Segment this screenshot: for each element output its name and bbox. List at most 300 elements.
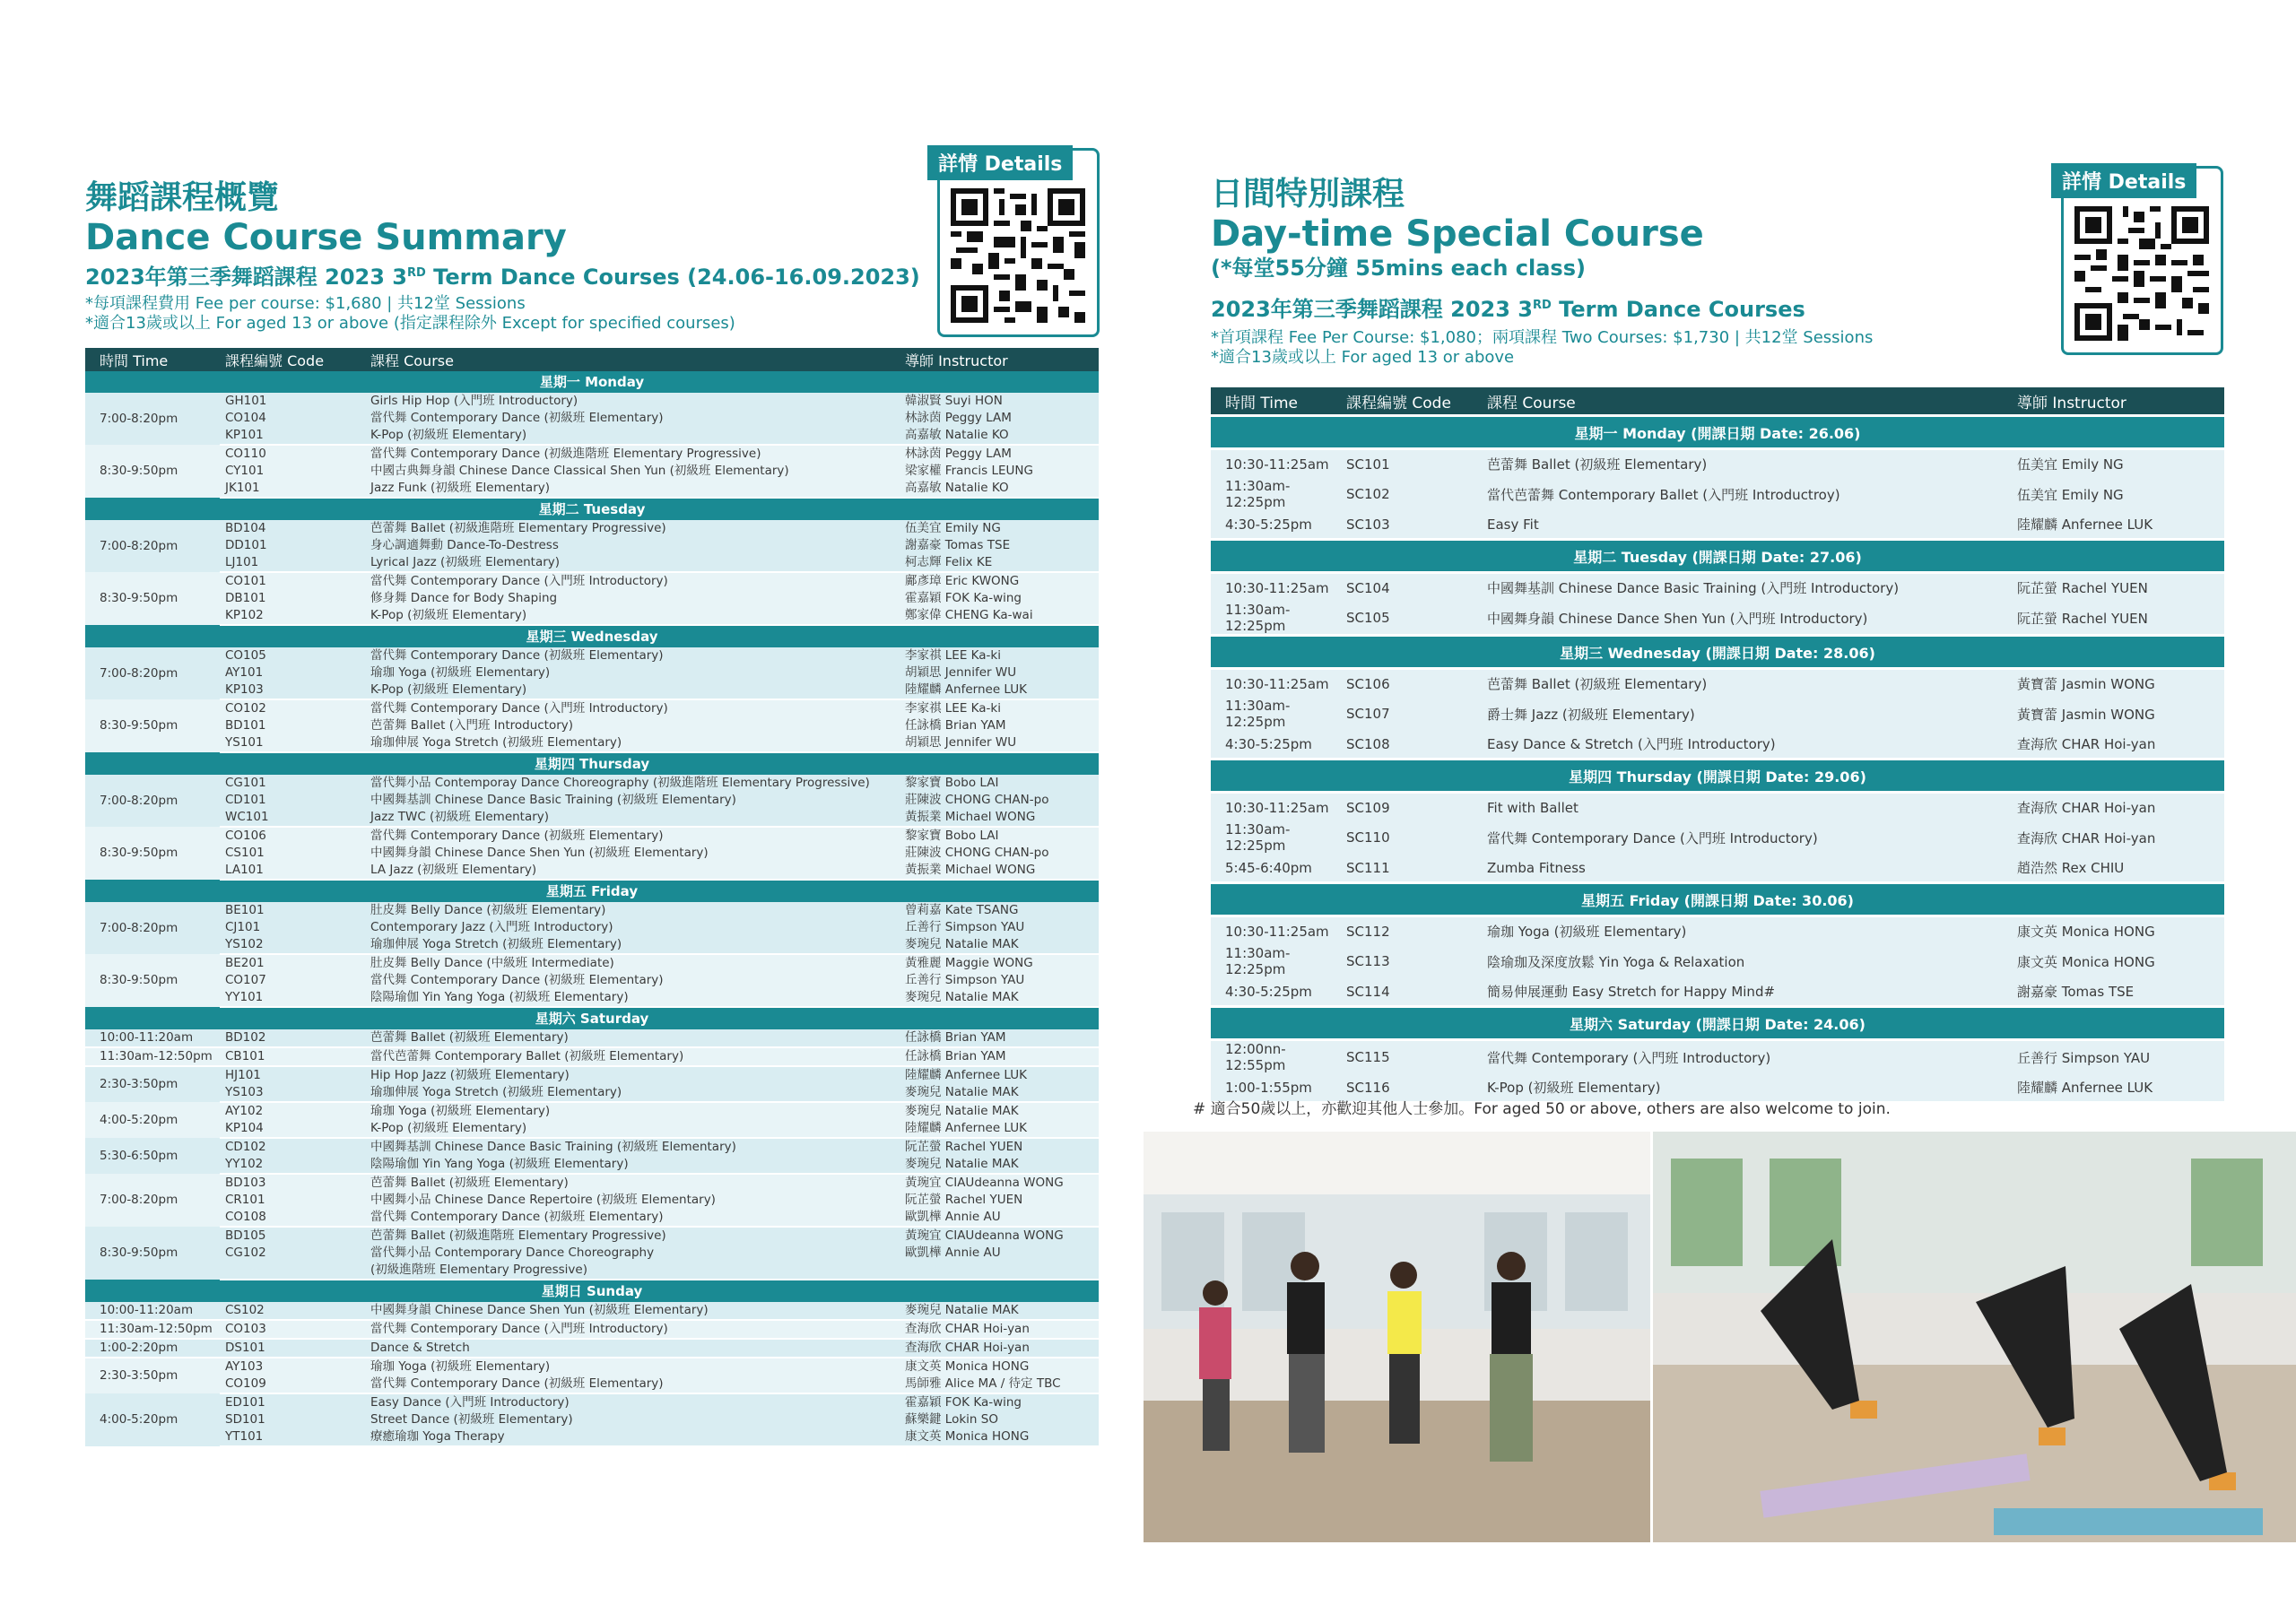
- right-subtitle: 2023年第三季舞蹈課程 2023 3RD Term Dance Courses: [1211, 297, 1805, 322]
- time-cell: 11:30am-12:25pm: [1211, 602, 1341, 636]
- course-cell: 當代舞 Contemporary Dance (初級班 Elementary): [365, 410, 900, 427]
- time-cell: 4:00-5:20pm: [85, 1393, 220, 1446]
- instructor-cell: 黃琬宜 CIAUdeanna WONG: [900, 1174, 1099, 1192]
- time-cell: 11:30am-12:50pm: [85, 1047, 220, 1066]
- time-cell: 10:30-11:25am: [1211, 449, 1341, 479]
- table-row: [1211, 1040, 2224, 1074]
- instructor-cell: 丘善行 Simpson YAU: [900, 919, 1099, 936]
- time-cell: 4:30-5:25pm: [1211, 730, 1341, 759]
- instructor-cell: 歐凱樺 Annie AU: [900, 1245, 1099, 1262]
- time-cell: 1:00-2:20pm: [85, 1339, 220, 1358]
- time-cell: 5:45-6:40pm: [1211, 854, 1341, 883]
- code-cell: BD102: [220, 1029, 365, 1047]
- table-row: [1211, 449, 2224, 479]
- instructor-cell: 黎家寶 Bobo LAI: [900, 827, 1099, 845]
- code-cell: BE201: [220, 954, 365, 972]
- table-row: [85, 809, 1099, 827]
- table-row: [85, 393, 1099, 410]
- left-table-header: [85, 348, 1099, 371]
- instructor-cell: 黃琬宜 CIAUdeanna WONG: [900, 1227, 1099, 1245]
- table-row: [1211, 854, 2224, 883]
- course-cell: K-Pop (初級班 Elementary): [1482, 1073, 2012, 1101]
- course-cell: K-Pop (初級班 Elementary): [365, 681, 900, 699]
- left-title-en: Dance Course Summary: [85, 217, 567, 258]
- code-cell: BD105: [220, 1227, 365, 1245]
- instructor-cell: 陸耀麟 Anfernee LUK: [900, 1066, 1099, 1084]
- code-cell: CD102: [220, 1138, 365, 1156]
- course-cell: 當代芭蕾舞 Contemporary Ballet (初級班 Elementary): [365, 1047, 900, 1066]
- left-day-row: [85, 1280, 1099, 1302]
- code-cell: CO110: [220, 445, 365, 463]
- left-title-cn: 舞蹈課程概覽: [85, 179, 280, 216]
- course-cell: Lyrical Jazz (初級班 Elementary): [365, 554, 900, 572]
- code-cell: WC101: [220, 809, 365, 827]
- code-cell: [220, 1262, 365, 1280]
- course-cell: 陰陽瑜伽 Yin Yang Yoga (初級班 Elementary): [365, 1156, 900, 1174]
- instructor-cell: 林詠茵 Peggy LAM: [900, 410, 1099, 427]
- time-cell: 10:30-11:25am: [1211, 916, 1341, 946]
- table-row: [85, 1227, 1099, 1245]
- left-time-group: [85, 1393, 1099, 1446]
- course-cell: K-Pop (初級班 Elementary): [365, 1120, 900, 1138]
- left-fee-note: *每項課程費用 Fee per course: $1,680 | 共12堂 Sessions: [85, 294, 526, 313]
- left-day-section: [85, 498, 1099, 520]
- right-day-label: 星期一 Monday (開課日期 Date: 26.06): [1211, 416, 2224, 449]
- time-cell: 2:30-3:50pm: [85, 1358, 220, 1393]
- time-cell: 10:30-11:25am: [1211, 573, 1341, 603]
- course-cell: 陰陽瑜伽 Yin Yang Yoga (初級班 Elementary): [365, 989, 900, 1007]
- code-cell: SC104: [1341, 573, 1482, 603]
- photo-dance-class: [1144, 1132, 1650, 1542]
- time-cell: 10:30-11:25am: [1211, 669, 1341, 699]
- table-row: [85, 480, 1099, 498]
- instructor-cell: 康文英 Monica HONG: [900, 1428, 1099, 1446]
- time-cell: 2:30-3:50pm: [85, 1066, 220, 1102]
- course-cell: Girls Hip Hop (入門班 Introductory): [365, 393, 900, 410]
- course-cell: Easy Dance (入門班 Introductory): [365, 1393, 900, 1411]
- code-cell: KP102: [220, 607, 365, 625]
- left-day-label: 星期二 Tuesday: [85, 498, 1099, 520]
- code-cell: SC114: [1341, 977, 1482, 1007]
- left-time-group: [85, 902, 1099, 954]
- left-age-note: *適合13歲或以上 For aged 13 or above (指定課程除外 Except for specified courses): [85, 314, 735, 333]
- table-row: [85, 827, 1099, 845]
- instructor-cell: 歐凱樺 Annie AU: [900, 1209, 1099, 1227]
- left-schedule-table: [85, 348, 1099, 1447]
- course-cell: Fit with Ballet: [1482, 793, 2012, 822]
- code-cell: CB101: [220, 1047, 365, 1066]
- time-cell: 11:30am-12:25pm: [1211, 945, 1341, 977]
- right-title-note: (*每堂55分鐘 55mins each class): [1211, 256, 1586, 281]
- course-cell: 當代舞 Contemporary Dance (初級班 Elementary): [365, 1376, 900, 1393]
- course-cell: 中國古典舞身韻 Chinese Dance Classical Shen Yun (初級班 Elementary): [365, 463, 900, 480]
- course-cell: Easy Fit: [1482, 510, 2012, 540]
- code-cell: SC111: [1341, 854, 1482, 883]
- right-day-row: [1211, 883, 2224, 916]
- table-row: [1211, 821, 2224, 854]
- left-day-label: 星期三 Wednesday: [85, 625, 1099, 647]
- table-row: [85, 681, 1099, 699]
- time-cell: 7:00-8:20pm: [85, 393, 220, 445]
- course-cell: Dance & Stretch: [365, 1339, 900, 1358]
- course-cell: Hip Hop Jazz (初級班 Elementary): [365, 1066, 900, 1084]
- time-cell: 7:00-8:20pm: [85, 1174, 220, 1227]
- code-cell: GH101: [220, 393, 365, 410]
- table-row: [85, 590, 1099, 607]
- code-cell: BD101: [220, 717, 365, 734]
- time-cell: 8:30-9:50pm: [85, 572, 220, 625]
- course-cell: 中國舞身韻 Chinese Dance Shen Yun (初級班 Elementary): [365, 1302, 900, 1320]
- left-day-label: 星期一 Monday: [85, 371, 1099, 393]
- instructor-cell: 麥琬兒 Natalie MAK: [900, 1302, 1099, 1320]
- code-cell: SC103: [1341, 510, 1482, 540]
- course-cell: Contemporary Jazz (入門班 Introductory): [365, 919, 900, 936]
- instructor-cell: 林詠茵 Peggy LAM: [900, 445, 1099, 463]
- table-row: [85, 1411, 1099, 1428]
- course-cell: (初級進階班 Elementary Progressive): [365, 1262, 900, 1280]
- instructor-cell: 曾莉嘉 Kate TSANG: [900, 902, 1099, 919]
- right-header-course: 課程 Course: [1482, 387, 2012, 416]
- code-cell: SC109: [1341, 793, 1482, 822]
- course-cell: 爵士舞 Jazz (初級班 Elementary): [1482, 698, 2012, 730]
- course-cell: 修身舞 Dance for Body Shaping: [365, 590, 900, 607]
- table-row: [85, 410, 1099, 427]
- code-cell: SC115: [1341, 1040, 1482, 1074]
- course-cell: 瑜珈 Yoga (初級班 Elementary): [365, 1102, 900, 1120]
- time-cell: 12:00nn-12:55pm: [1211, 1040, 1341, 1074]
- left-day-row: [85, 498, 1099, 520]
- table-row: [85, 572, 1099, 590]
- time-cell: 11:30am-12:25pm: [1211, 698, 1341, 730]
- table-row: [85, 1174, 1099, 1192]
- left-time-group: [85, 827, 1099, 880]
- left-time-group: [85, 775, 1099, 827]
- right-footnote: # 適合50歲以上，亦歡迎其他人士參加。For aged 50 or above, others are also welcome to join.: [1193, 1100, 1891, 1118]
- table-row: [85, 1029, 1099, 1047]
- time-cell: 4:00-5:20pm: [85, 1102, 220, 1138]
- time-cell: 8:30-9:50pm: [85, 827, 220, 880]
- left-time-group: [85, 699, 1099, 752]
- code-cell: SD101: [220, 1411, 365, 1428]
- time-cell: 7:00-8:20pm: [85, 647, 220, 699]
- course-cell: 芭蕾舞 Ballet (初級班 Elementary): [1482, 449, 2012, 479]
- course-cell: 芭蕾舞 Ballet (初級進階班 Elementary Progressive): [365, 520, 900, 537]
- code-cell: YS101: [220, 734, 365, 752]
- left-details-tab: 詳情 Details: [927, 145, 1073, 180]
- instructor-cell: 丘善行 Simpson YAU: [2012, 1040, 2224, 1074]
- table-row: [85, 972, 1099, 989]
- left-day-label: 星期五 Friday: [85, 880, 1099, 902]
- instructor-cell: 黃雅麗 Maggie WONG: [900, 954, 1099, 972]
- course-cell: 當代舞 Contemporary Dance (初級班 Elementary): [365, 1209, 900, 1227]
- table-row: [1211, 916, 2224, 946]
- code-cell: LJ101: [220, 554, 365, 572]
- instructor-cell: 康文英 Monica HONG: [2012, 916, 2224, 946]
- right-day-label: 星期五 Friday (開課日期 Date: 30.06): [1211, 883, 2224, 916]
- course-cell: 中國舞身韻 Chinese Dance Shen Yun (初級班 Elementary): [365, 845, 900, 862]
- code-cell: YY101: [220, 989, 365, 1007]
- code-cell: CO102: [220, 699, 365, 717]
- table-row: [85, 717, 1099, 734]
- instructor-cell: 黃振業 Michael WONG: [900, 862, 1099, 880]
- code-cell: SC108: [1341, 730, 1482, 759]
- code-cell: BD104: [220, 520, 365, 537]
- time-cell: 5:30-6:50pm: [85, 1138, 220, 1174]
- right-header-time: 時間 Time: [1211, 387, 1341, 416]
- code-cell: CO109: [220, 1376, 365, 1393]
- code-cell: KP101: [220, 427, 365, 445]
- header-instructor: 導師 Instructor: [900, 348, 1099, 371]
- course-cell: 當代舞小品 Contemporary Dance Choreography: [365, 1245, 900, 1262]
- header-course: 課程 Course: [365, 348, 900, 371]
- left-day-row: [85, 625, 1099, 647]
- instructor-cell: 黃振業 Michael WONG: [900, 809, 1099, 827]
- left-qr-box: [937, 148, 1100, 337]
- instructor-cell: 柯志輝 Felix KE: [900, 554, 1099, 572]
- instructor-cell: 任詠橋 Brian YAM: [900, 1029, 1099, 1047]
- code-cell: AY102: [220, 1102, 365, 1120]
- course-cell: 瑜珈伸展 Yoga Stretch (初級班 Elementary): [365, 1084, 900, 1102]
- code-cell: DS101: [220, 1339, 365, 1358]
- instructor-cell: 黎家寶 Bobo LAI: [900, 775, 1099, 792]
- instructor-cell: 馬師雅 Alice MA / 待定 TBC: [900, 1376, 1099, 1393]
- left-day-label: 星期六 Saturday: [85, 1007, 1099, 1029]
- table-row: [85, 1358, 1099, 1376]
- instructor-cell: 鄭家偉 CHENG Ka-wai: [900, 607, 1099, 625]
- course-cell: 肚皮舞 Belly Dance (初級班 Elementary): [365, 902, 900, 919]
- left-day-section: [85, 880, 1099, 902]
- time-cell: 4:30-5:25pm: [1211, 510, 1341, 540]
- table-row: [85, 427, 1099, 445]
- left-day-section: [85, 1007, 1099, 1029]
- table-row: [85, 1047, 1099, 1066]
- time-cell: 11:30am-12:25pm: [1211, 821, 1341, 854]
- instructor-cell: 伍美宜 Emily NG: [2012, 449, 2224, 479]
- code-cell: KP103: [220, 681, 365, 699]
- right-table-body: [1211, 416, 2224, 1102]
- left-time-group: [85, 520, 1099, 572]
- left-day-label: 星期日 Sunday: [85, 1280, 1099, 1302]
- course-cell: Zumba Fitness: [1482, 854, 2012, 883]
- time-cell: 10:30-11:25am: [1211, 793, 1341, 822]
- course-cell: 當代舞 Contemporary Dance (初級班 Elementary): [365, 827, 900, 845]
- code-cell: SC105: [1341, 602, 1482, 636]
- left-time-group: [85, 1138, 1099, 1174]
- course-cell: 當代舞 Contemporary (入門班 Introductory): [1482, 1040, 2012, 1074]
- table-row: [1211, 793, 2224, 822]
- instructor-cell: 胡穎思 Jennifer WU: [900, 734, 1099, 752]
- right-age-note: *適合13歲或以上 For aged 13 or above: [1211, 348, 1515, 367]
- code-cell: LA101: [220, 862, 365, 880]
- table-row: [85, 1192, 1099, 1209]
- course-cell: Jazz TWC (初級班 Elementary): [365, 809, 900, 827]
- code-cell: CG101: [220, 775, 365, 792]
- course-cell: 當代舞 Contemporary Dance (入門班 Introductory): [365, 1320, 900, 1339]
- course-cell: 瑜珈 Yoga (初級班 Elementary): [365, 1358, 900, 1376]
- instructor-cell: 高嘉敏 Natalie KO: [900, 427, 1099, 445]
- left-time-group: [85, 647, 1099, 699]
- instructor-cell: 莊陳波 CHONG CHAN-po: [900, 792, 1099, 809]
- instructor-cell: 康文英 Monica HONG: [2012, 945, 2224, 977]
- instructor-cell: 查海欣 CHAR Hoi-yan: [2012, 793, 2224, 822]
- course-cell: K-Pop (初級班 Elementary): [365, 427, 900, 445]
- instructor-cell: 丘善行 Simpson YAU: [900, 972, 1099, 989]
- code-cell: SC110: [1341, 821, 1482, 854]
- table-row: [85, 1302, 1099, 1320]
- code-cell: SC113: [1341, 945, 1482, 977]
- left-day-row: [85, 371, 1099, 393]
- table-row: [85, 1393, 1099, 1411]
- course-cell: 中國舞基訓 Chinese Dance Basic Training (入門班 Introductory): [1482, 573, 2012, 603]
- left-time-group: [85, 1047, 1099, 1066]
- right-schedule-table: [1211, 387, 2224, 1101]
- code-cell: SC107: [1341, 698, 1482, 730]
- time-cell: 8:30-9:50pm: [85, 954, 220, 1007]
- table-row: [85, 1066, 1099, 1084]
- table-row: [85, 902, 1099, 919]
- right-day-label: 星期三 Wednesday (開課日期 Date: 28.06): [1211, 636, 2224, 669]
- time-cell: 8:30-9:50pm: [85, 1227, 220, 1280]
- table-row: [1211, 602, 2224, 636]
- table-row: [85, 1339, 1099, 1358]
- instructor-cell: 陸耀麟 Anfernee LUK: [900, 681, 1099, 699]
- left-time-group: [85, 1302, 1099, 1320]
- code-cell: ED101: [220, 1393, 365, 1411]
- table-row: [85, 734, 1099, 752]
- left-schedule: [85, 348, 1099, 1447]
- code-cell: SC102: [1341, 478, 1482, 510]
- code-cell: SC101: [1341, 449, 1482, 479]
- table-row: [85, 954, 1099, 972]
- course-cell: 身心調適舞動 Dance-To-Destress: [365, 537, 900, 554]
- instructor-cell: 黃寶蕾 Jasmin WONG: [2012, 669, 2224, 699]
- instructor-cell: 謝嘉豪 Tomas TSE: [2012, 977, 2224, 1007]
- code-cell: CO106: [220, 827, 365, 845]
- course-cell: Street Dance (初級班 Elementary): [365, 1411, 900, 1428]
- instructor-cell: 麥琬兒 Natalie MAK: [900, 1102, 1099, 1120]
- table-row: [85, 919, 1099, 936]
- right-day-row: [1211, 416, 2224, 449]
- code-cell: YY102: [220, 1156, 365, 1174]
- code-cell: HJ101: [220, 1066, 365, 1084]
- code-cell: BD103: [220, 1174, 365, 1192]
- code-cell: CR101: [220, 1192, 365, 1209]
- course-cell: 當代舞 Contemporary Dance (初級班 Elementary): [365, 972, 900, 989]
- table-row: [85, 664, 1099, 681]
- table-row: [1211, 510, 2224, 540]
- table-row: [85, 445, 1099, 463]
- instructor-cell: 高嘉敏 Natalie KO: [900, 480, 1099, 498]
- instructor-cell: 伍美宜 Emily NG: [900, 520, 1099, 537]
- instructor-cell: 謝嘉豪 Tomas TSE: [900, 537, 1099, 554]
- left-time-group: [85, 1029, 1099, 1047]
- course-cell: 療癒瑜珈 Yoga Therapy: [365, 1428, 900, 1446]
- table-row: [85, 1428, 1099, 1446]
- instructor-cell: 李家祺 LEE Ka-ki: [900, 699, 1099, 717]
- course-cell: 肚皮舞 Belly Dance (中級班 Intermediate): [365, 954, 900, 972]
- left-day-section: [85, 371, 1099, 393]
- code-cell: AY101: [220, 664, 365, 681]
- time-cell: 10:00-11:20am: [85, 1029, 220, 1047]
- table-row: [85, 989, 1099, 1007]
- instructor-cell: 康文英 Monica HONG: [900, 1358, 1099, 1376]
- instructor-cell: 麥琬兒 Natalie MAK: [900, 989, 1099, 1007]
- code-cell: YS102: [220, 936, 365, 954]
- right-day-row: [1211, 540, 2224, 573]
- code-cell: CO104: [220, 410, 365, 427]
- right-day-label: 星期六 Saturday (開課日期 Date: 24.06): [1211, 1007, 2224, 1040]
- code-cell: CS102: [220, 1302, 365, 1320]
- course-cell: 中國舞小品 Chinese Dance Repertoire (初級班 Elementary): [365, 1192, 900, 1209]
- right-day-label: 星期四 Thursday (開課日期 Date: 29.06): [1211, 759, 2224, 793]
- table-row: [85, 862, 1099, 880]
- instructor-cell: 韓淑賢 Suyi HON: [900, 393, 1099, 410]
- instructor-cell: 阮芷螢 Rachel YUEN: [2012, 573, 2224, 603]
- course-cell: 當代舞 Contemporary Dance (入門班 Introductory): [365, 699, 900, 717]
- instructor-cell: 查海欣 CHAR Hoi-yan: [900, 1339, 1099, 1358]
- table-row: [85, 1156, 1099, 1174]
- table-row: [85, 699, 1099, 717]
- code-cell: CO101: [220, 572, 365, 590]
- course-cell: 當代舞 Contemporary Dance (初級班 Elementary): [365, 647, 900, 664]
- code-cell: CO108: [220, 1209, 365, 1227]
- instructor-cell: 陸耀麟 Anfernee LUK: [900, 1120, 1099, 1138]
- instructor-cell: 任詠橋 Brian YAM: [900, 1047, 1099, 1066]
- instructor-cell: 伍美宜 Emily NG: [2012, 478, 2224, 510]
- left-time-group: [85, 1339, 1099, 1358]
- course-cell: 中國舞基訓 Chinese Dance Basic Training (初級班 Elementary): [365, 1138, 900, 1156]
- instructor-cell: 陸耀麟 Anfernee LUK: [2012, 1073, 2224, 1101]
- table-row: [85, 554, 1099, 572]
- code-cell: KP104: [220, 1120, 365, 1138]
- table-row: [1211, 573, 2224, 603]
- instructor-cell: 任詠橋 Brian YAM: [900, 717, 1099, 734]
- table-row: [1211, 698, 2224, 730]
- code-cell: BE101: [220, 902, 365, 919]
- instructor-cell: 黃寶蕾 Jasmin WONG: [2012, 698, 2224, 730]
- course-cell: 陰瑜珈及深度放鬆 Yin Yoga & Relaxation: [1482, 945, 2012, 977]
- table-row: [85, 1209, 1099, 1227]
- instructor-cell: 查海欣 CHAR Hoi-yan: [900, 1320, 1099, 1339]
- table-row: [1211, 945, 2224, 977]
- table-row: [85, 792, 1099, 809]
- time-cell: 4:30-5:25pm: [1211, 977, 1341, 1007]
- course-cell: 芭蕾舞 Ballet (初級班 Elementary): [365, 1174, 900, 1192]
- code-cell: CS101: [220, 845, 365, 862]
- course-cell: 芭蕾舞 Ballet (入門班 Introductory): [365, 717, 900, 734]
- instructor-cell: 梁家權 Francis LEUNG: [900, 463, 1099, 480]
- right-qr-code-icon: [2074, 206, 2209, 341]
- instructor-cell: 蘇樂鍵 Lokin SO: [900, 1411, 1099, 1428]
- instructor-cell: 查海欣 CHAR Hoi-yan: [2012, 821, 2224, 854]
- left-time-group: [85, 572, 1099, 625]
- course-cell: 芭蕾舞 Ballet (初級班 Elementary): [1482, 669, 2012, 699]
- header-time: 時間 Time: [85, 348, 220, 371]
- instructor-cell: [900, 1262, 1099, 1280]
- code-cell: YS103: [220, 1084, 365, 1102]
- left-day-row: [85, 880, 1099, 902]
- course-cell: 芭蕾舞 Ballet (初級班 Elementary): [365, 1029, 900, 1047]
- instructor-cell: 查海欣 CHAR Hoi-yan: [2012, 730, 2224, 759]
- time-cell: 1:00-1:55pm: [1211, 1073, 1341, 1101]
- left-day-row: [85, 1007, 1099, 1029]
- left-time-group: [85, 1320, 1099, 1339]
- table-row: [85, 775, 1099, 792]
- time-cell: 8:30-9:50pm: [85, 699, 220, 752]
- code-cell: YT101: [220, 1428, 365, 1446]
- right-day-label: 星期二 Tuesday (開課日期 Date: 27.06): [1211, 540, 2224, 573]
- code-cell: SC106: [1341, 669, 1482, 699]
